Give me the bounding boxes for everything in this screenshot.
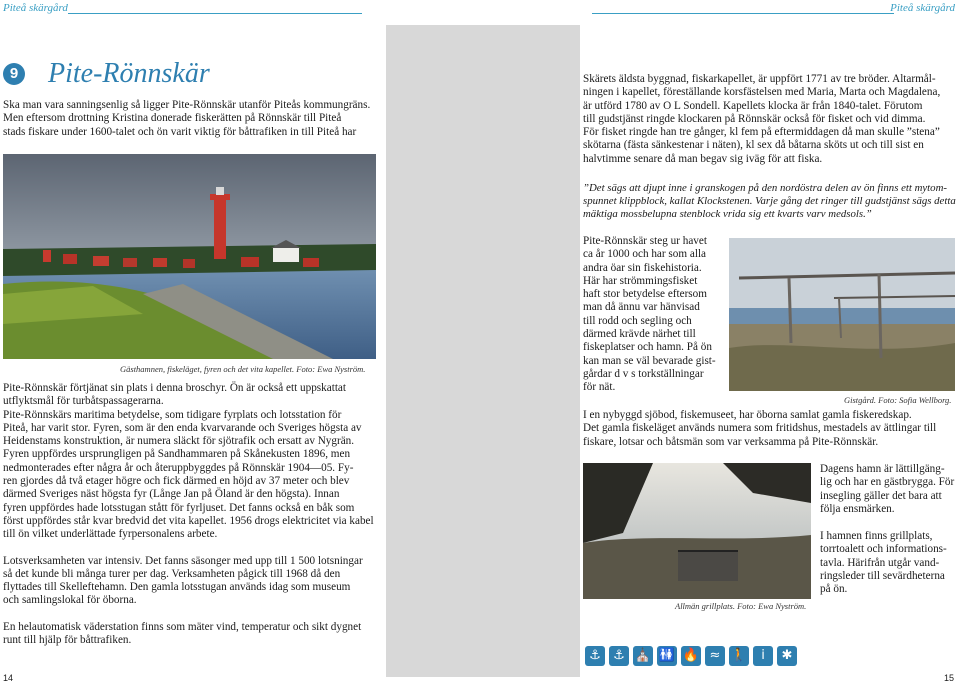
- facility-icons: [585, 646, 797, 666]
- left-column-text: [3, 382, 383, 647]
- header-rule-left: [68, 13, 362, 14]
- grill-photo-caption: Allmän grillplats. Foto: Ewa Nyström.: [675, 601, 807, 611]
- page-gutter: [386, 25, 580, 677]
- gistgard-photo: [729, 238, 955, 391]
- page-number-right: 15: [943, 673, 954, 683]
- grill-place-photo: [583, 463, 811, 599]
- text-line: spunnet klippblock, kallat Klockstenen. Varje gång det ringer till gudstjänst sägs detta: [583, 195, 956, 207]
- intro-line: Men eftersom drottning Kristina donerade fiskerätten på Rönnskär till Piteå: [3, 112, 342, 125]
- text-line: för nät.: [583, 381, 616, 394]
- header-right: Piteå skärgård: [890, 2, 955, 14]
- chapter-number-badge: 9: [3, 63, 25, 85]
- museum-text: [583, 409, 958, 449]
- text-line: nedmonterades efter några år och återuppbyggdes på Rönnskär 1904—05. Fy-: [3, 461, 354, 474]
- paragraph: [3, 382, 383, 409]
- text-line: torrtoalett och informations-: [820, 543, 947, 556]
- text-line: skötarna (fästa sänkestenar i näten), kl sex då båtarna sköts ut och till sist en: [583, 139, 924, 152]
- text-line: Dagens hamn är lättillgäng-: [820, 463, 945, 475]
- text-line: ”Det sägs att djupt inne i granskogen på den nordöstra delen av ön finns ett mytom-: [583, 182, 947, 194]
- text-line: insegling gäller det bara att: [820, 489, 942, 502]
- text-line: fiskare, lotsar och båtsmän som var verksamma på Pite-Rönnskär.: [583, 435, 879, 448]
- intro-text: [3, 99, 383, 139]
- facilities-text: [820, 530, 958, 596]
- harbour-photo: [3, 154, 376, 359]
- text-line: gårdar d v s torkställningar: [583, 367, 704, 380]
- toilet-icon: 🚻: [657, 646, 677, 666]
- cross-pattern-icon: ✱: [777, 646, 797, 666]
- walking-icon: 🚶: [729, 646, 749, 666]
- text-line: lig och har en gästbrygga. För: [820, 476, 955, 489]
- text-line: därmed krävde närhet till: [583, 328, 696, 341]
- text-line: runt till hjälp för båttrafiken.: [3, 634, 132, 647]
- text-line: Pite-Rönnskär steg ur havet: [583, 235, 707, 247]
- text-line: haft stor betydelse eftersom: [583, 288, 707, 301]
- paragraph: [3, 621, 383, 648]
- header-rule-right: [592, 13, 894, 14]
- fishing-history-text: [583, 235, 723, 395]
- text-line: tavla. Härifrån utgår vand-: [820, 556, 940, 569]
- text-line: till gudstjänst ringde klockaren på Rönnskär också för fisket och vid dimma.: [583, 112, 926, 125]
- text-line: Det gamla fiskeläget används numera som fritidshus, mestadels av ättlingar till: [583, 422, 937, 435]
- page-title: Pite-Rönnskär: [48, 58, 210, 89]
- fire-icon: 🔥: [681, 646, 701, 666]
- text-line: Fyren uppfördes ursprungligen på Sandhammaren på Skånekusten 1896, men: [3, 448, 351, 461]
- text-line: Pite-Rönnskärs maritima betydelse, som tidigare fyrplats och lotsstation för: [3, 408, 342, 421]
- text-line: andra öar sin fiskehistoria.: [583, 261, 702, 274]
- text-line: Heidenstams konstruktion, är numera släckt för sjötrafik och ersatt av Nygrän.: [3, 435, 355, 448]
- text-line: ren gjordes då två etager högre och fick därmed en höjd av 37 meter och blev: [3, 475, 350, 488]
- text-line: följa ensmärken.: [820, 502, 895, 515]
- text-line: utflyktsmål för turbåtspassagerarna.: [3, 395, 164, 408]
- page-number-left: 14: [3, 673, 14, 683]
- text-line: ningen i kapellet, föreställande korsfästelsen med Maria, Marta och Magdalena,: [583, 86, 941, 99]
- text-line: till ön vilket underlättade fyrpersonalens arbete.: [3, 528, 218, 541]
- text-line: mäktiga mossbelupna stenblock vrida sig ett kvarts varv medsols.”: [583, 208, 872, 220]
- text-line: man då ännu var hänvisad: [583, 301, 700, 314]
- text-line: För fisket ringde han tre gånger, kl fem på eftermiddagen då man skulle ”stena”: [583, 126, 940, 139]
- text-line: Piteå, har varit stor. Fyren, som är den enda kvarvarande och Sveriges högsta av: [3, 421, 362, 434]
- paragraph: [3, 409, 383, 542]
- harbour-photo-caption: Gästhamnen, fiskeläget, fyren och det vita kapellet. Foto: Ewa Nyström.: [120, 364, 366, 374]
- swimming-icon: ≈: [705, 646, 725, 666]
- info-icon: i: [753, 646, 773, 666]
- text-line: fiskeplatser och hamn. På ön: [583, 341, 712, 354]
- text-line: Pite-Rönnskär förtjänat sin plats i denna broschyr. Ön är också ett uppskattat: [3, 382, 347, 394]
- fishing-hook-icon: ⚓: [585, 646, 605, 666]
- anchor-icon: ⚓: [609, 646, 629, 666]
- text-line: fyren uppfördes hade lotsstugan stått för fyrljuset. Det fanns också en båk som: [3, 501, 355, 514]
- text-line: Skärets äldsta byggnad, fiskarkapellet, är uppfört 1771 av tre bröder. Altarmål-: [583, 73, 936, 85]
- text-line: kan man se väl bevarade gist-: [583, 354, 716, 367]
- text-line: En helautomatisk väderstation finns som mäter vind, temperatur och sikt dygnet: [3, 620, 362, 633]
- text-line: på ön.: [820, 583, 848, 596]
- text-line: flyttades till Skelleftehamn. Den gamla lotsstugan används idag som museum: [3, 581, 351, 594]
- intro-line: stads fiskare under 1600-talet och ön varit viktig för båttrafiken in till Piteå har: [3, 125, 357, 138]
- harbour-info-text: [820, 463, 958, 516]
- text-line: så det kunde bli många turer per dag. Verksamheten pågick till 1968 då den: [3, 567, 341, 580]
- text-line: Lotsverksamheten var intensiv. Det fanns säsonger med upp till 1 500 lotsningar: [3, 554, 363, 567]
- text-line: ringsleder till sevärdheterna: [820, 569, 945, 582]
- text-line: Här har strömmingsfisket: [583, 274, 698, 287]
- text-line: ca år 1000 och har som alla: [583, 248, 707, 261]
- header-left: Piteå skärgård: [3, 2, 68, 14]
- text-line: halvtimme senare då man begav sig iväg för att fiska.: [583, 152, 823, 165]
- text-line: och samlingslokal för öborna.: [3, 594, 137, 607]
- gistgard-photo-caption: Gistgård. Foto: Sofia Wellborg.: [844, 395, 952, 405]
- paragraph: [3, 555, 383, 608]
- text-line: därmed Sveriges näst högsta fyr (Långe Jan på Öland är den högsta). Innan: [3, 488, 340, 501]
- intro-line: Ska man vara sanningsenlig så ligger Pite-Rönnskär utanför Piteås kommungräns.: [3, 99, 371, 111]
- text-line: till rodd och segling och: [583, 314, 692, 327]
- text-line: är utförd 1780 av O L Sondell. Kapellets klocka är från 1840-talet. Förutom: [583, 99, 923, 112]
- klockstenen-quote: [583, 182, 958, 221]
- text-line: först uppfördes står kvar bredvid det vita kapellet. 1956 drogs elektricitet via kabel: [3, 514, 374, 527]
- text-line: I hamnen finns grillplats,: [820, 530, 933, 542]
- text-line: I en nybyggd sjöbod, fiskemuseet, har öborna samlat gamla fiskeredskap.: [583, 409, 912, 421]
- museum-icon: ⛪: [633, 646, 653, 666]
- right-column-intro: [583, 73, 958, 166]
